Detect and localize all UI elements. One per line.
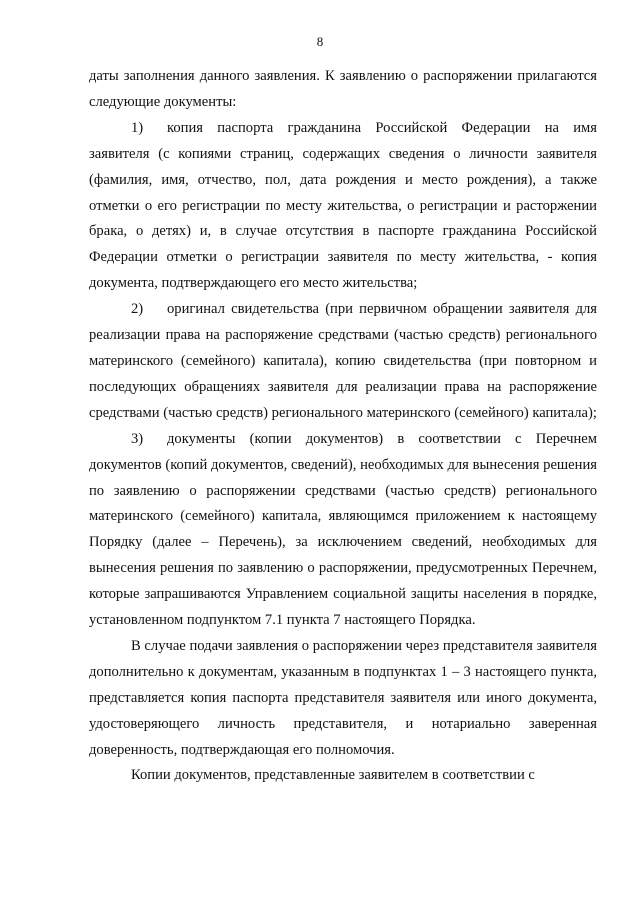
paragraph-representative: В случае подачи заявления о распоряжении через представителя заявителя дополнительно к документам, указанным в подпунктах 1 – 3 настоящего пункта, представляется копия паспорта представителя заявителя или иного документа, удостоверяющего личность представителя, и нотариально заверенная доверенность, подтверждающая его полномочия.: [89, 637, 597, 758]
paragraph-continuation: даты заполнения данного заявления. К заявлению о распоряжении прилагаются следующие документы:: [89, 68, 597, 110]
list-item-1: [89, 116, 597, 297]
list-item-3: [89, 427, 597, 634]
list-item-number: 3): [131, 430, 144, 447]
document-body: [89, 64, 597, 789]
list-item-number: 1): [131, 119, 144, 136]
page-number: 8: [316, 34, 324, 49]
list-item-2: [89, 297, 597, 427]
list-item-text: копия паспорта гражданина Российской Федерации на имя заявителя (с копиями страниц, содержащих сведения о личности заявителя (фамилия, имя, отчество, пол, дата рождения и место рождения), а также отметки о его регистрации по месту жительства, о регистрации и расторжении брака, о детях) и, в случае отсутствия в паспорте гражданина Российской Федерации отметки о регистрации заявителя по месту жительства, - копия документа, подтверждающего его место жительства;: [89, 119, 597, 292]
list-item-number: 2): [131, 301, 144, 318]
paragraph-copies: Копии документов, представленные заявителем в соответствии с: [131, 767, 535, 784]
list-item-text: документы (копии документов) в соответствии с Перечнем документов (копий документов, сведений), необходимых для вынесения решения по заявлению о распоряжении средствами (частью средств) регионального материнского (семейного) капитала, являющимся приложением к настоящему Порядку (далее – Перечень), за исключением сведений, необходимых для вынесения решения по заявлению о распоряжении, предусмотренных Перечнем, которые запрашиваются Управлением социальной защиты населения в порядке, установленном подпунктом 7.1 пункта 7 настоящего Порядка.: [89, 430, 597, 629]
list-item-text: оригинал свидетельства (при первичном обращении заявителя для реализации права на распоряжение средствами (частью средств) регионального материнского (семейного) капитала), копию свидетельства (при повторном и последующих обращениях заявителя для реализации права на распоряжение средствами (частью средств) регионального материнского (семейного) капитала);: [89, 301, 597, 421]
